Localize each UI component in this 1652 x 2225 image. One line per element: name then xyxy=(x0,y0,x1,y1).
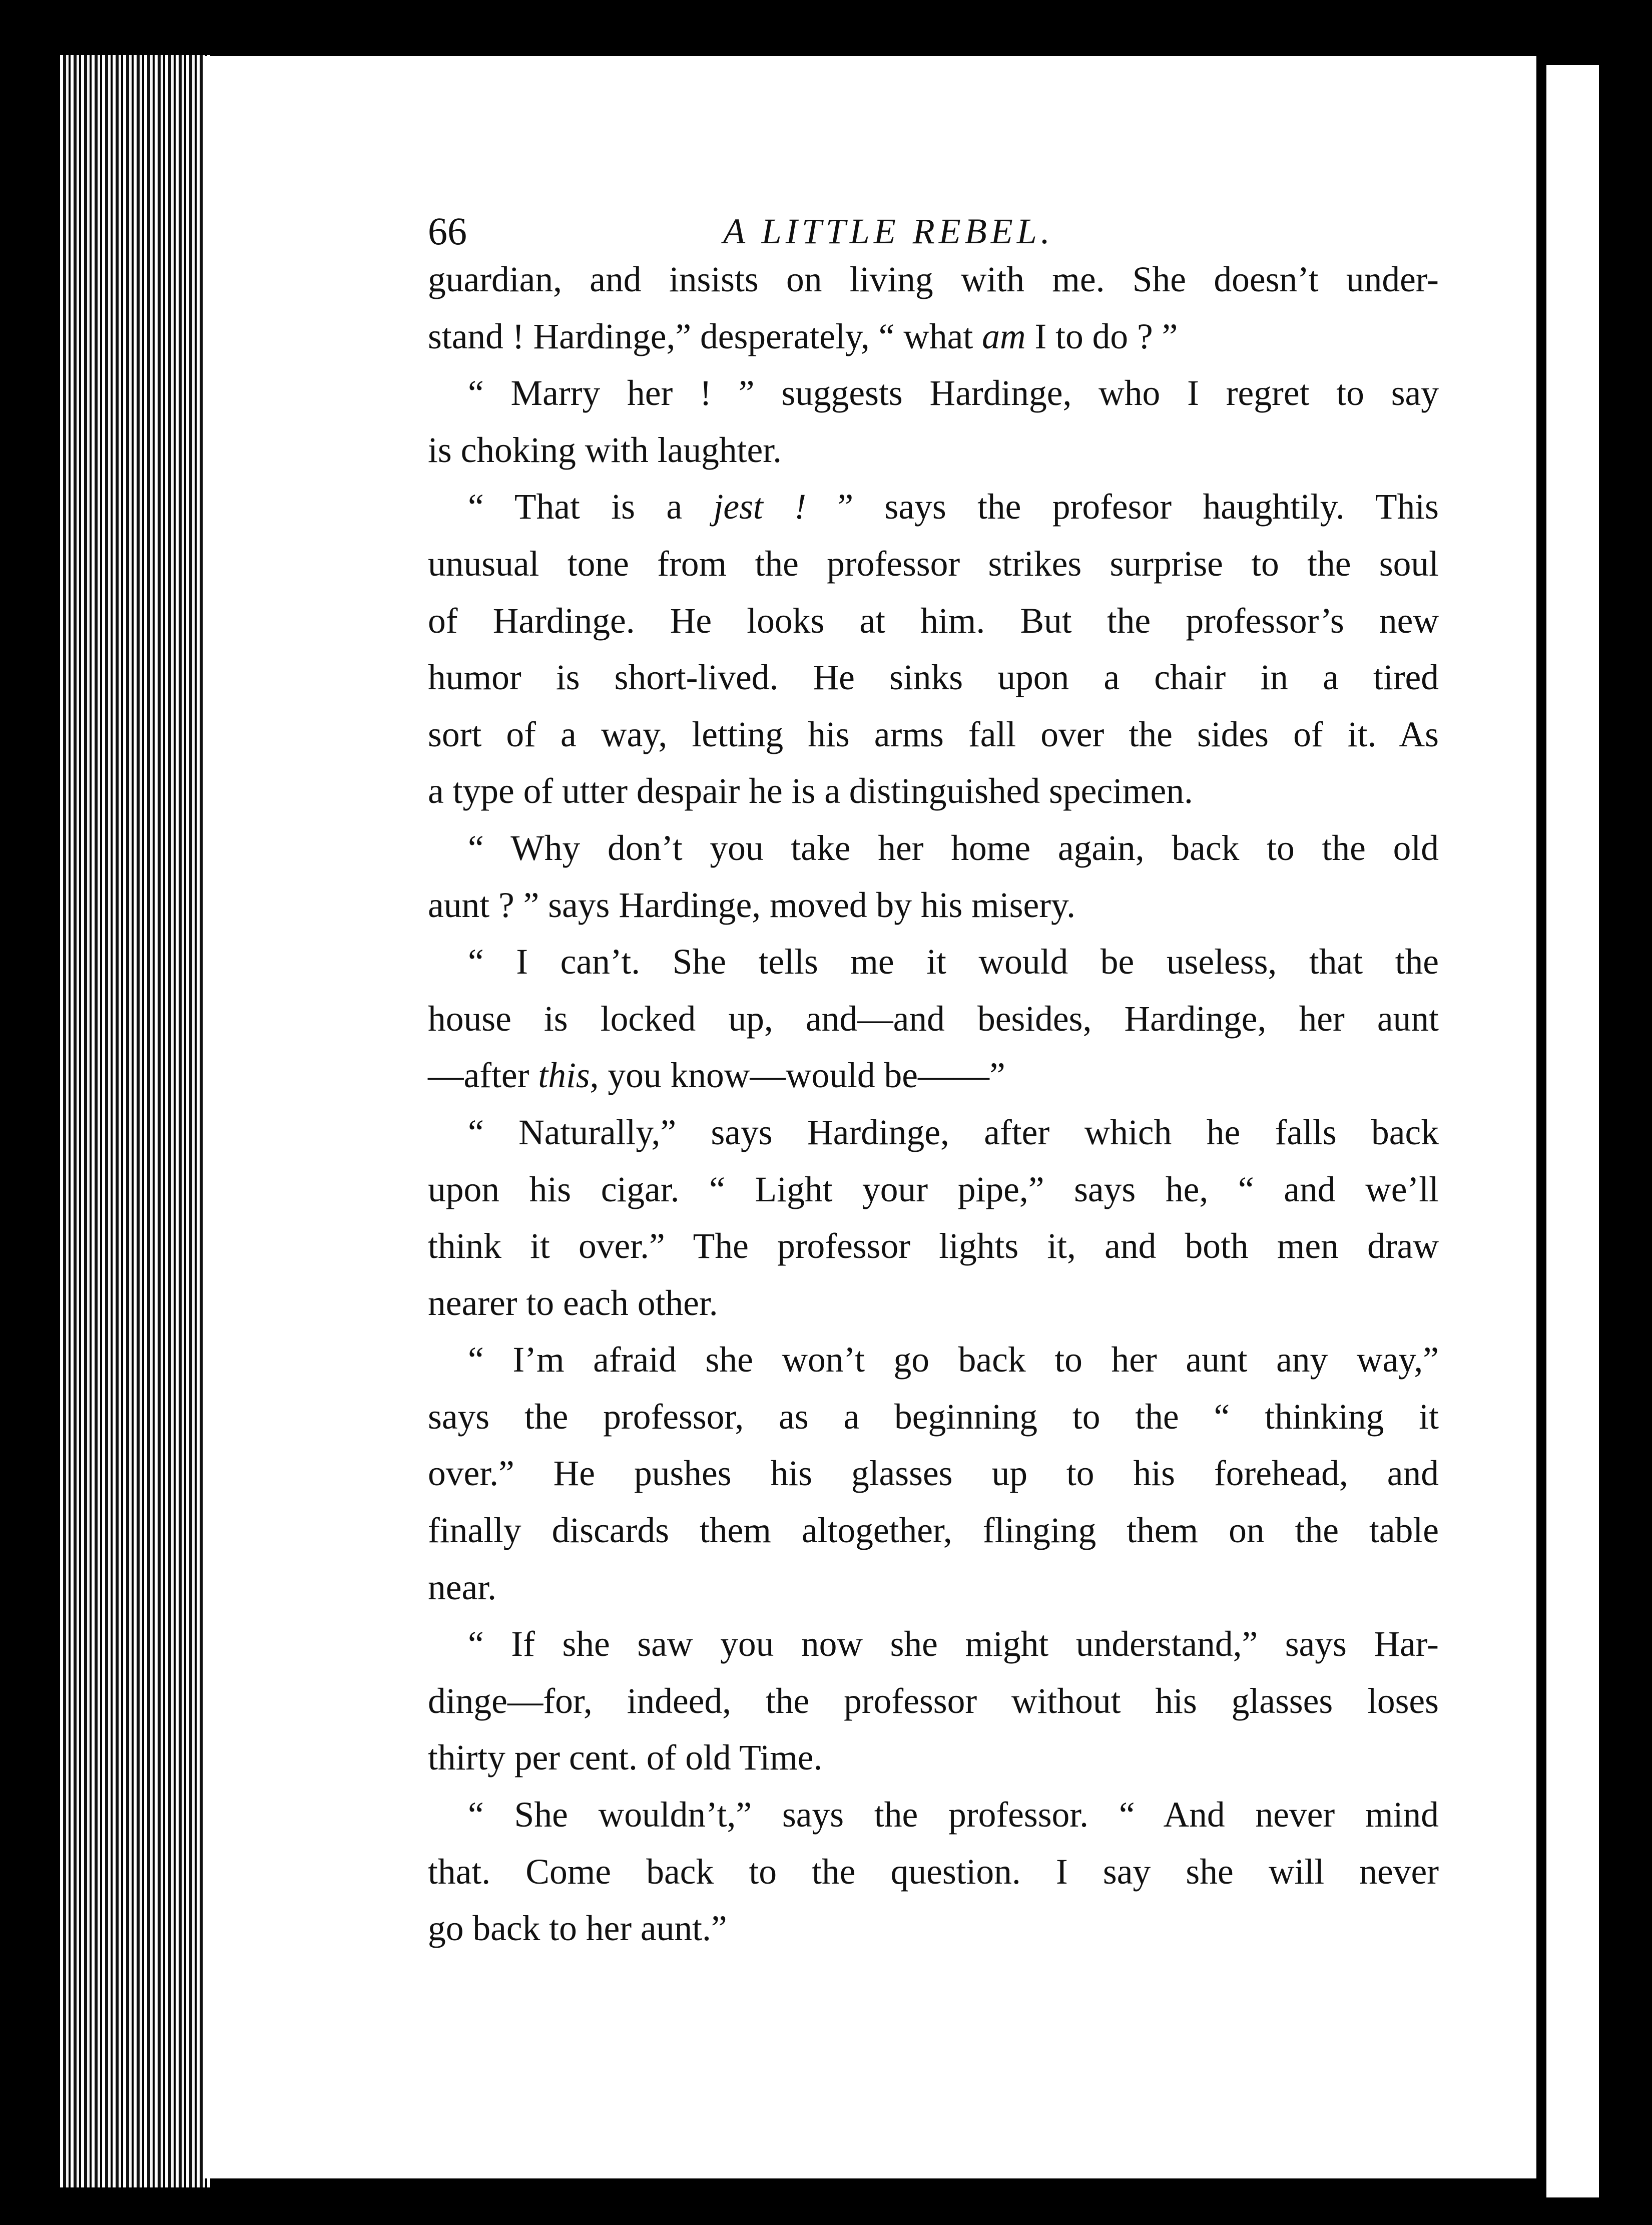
text-line: nearer to each other. xyxy=(428,1283,718,1323)
paragraph xyxy=(428,251,1439,365)
text-line: humor is short-lived. He sinks upon a chair in a tired xyxy=(428,658,1439,698)
paragraph xyxy=(428,479,1439,820)
text-line: stand ! Hardinge,” desperately, “ what am I to do ? ” xyxy=(428,316,1178,356)
text-line: dinge—for, indeed, the professor without his glasses loses xyxy=(428,1681,1439,1721)
text-line: finally discards them altogether, flinging them on the table xyxy=(428,1511,1439,1551)
paragraph xyxy=(428,1331,1439,1616)
paragraph xyxy=(428,365,1439,479)
text-line: —after this, you know—would be——” xyxy=(428,1056,1005,1096)
text-line: near. xyxy=(428,1567,496,1607)
book-page xyxy=(203,56,1536,2178)
book-title: A LITTLE REBEL. xyxy=(723,211,1054,251)
text-line: aunt ? ” says Hardinge, moved by his misery. xyxy=(428,885,1075,925)
paragraph xyxy=(428,934,1439,1104)
text-line: says the professor, as a beginning to the “ thinking it xyxy=(428,1397,1439,1437)
text-line: “ That is a jest ! ” says the profesor haughtily. This xyxy=(468,487,1439,527)
text-line: “ Naturally,” says Hardinge, after which he falls back xyxy=(468,1112,1439,1152)
text-line: is choking with laughter. xyxy=(428,430,782,470)
text-line: guardian, and insists on living with me. She doesn’t under- xyxy=(428,260,1439,299)
text-line: go back to her aunt.” xyxy=(428,1909,727,1949)
running-head xyxy=(428,181,1439,251)
text-block xyxy=(428,181,1439,1957)
text-line: unusual tone from the professor strikes surprise to the soul xyxy=(428,544,1439,584)
paragraph xyxy=(428,820,1439,934)
body-text xyxy=(428,251,1439,1957)
paragraph xyxy=(428,1104,1439,1331)
paragraph xyxy=(428,1616,1439,1787)
text-line: think it over.” The professor lights it, and both men draw xyxy=(428,1226,1439,1266)
text-line: of Hardinge. He looks at him. But the professor’s new xyxy=(428,601,1439,641)
text-line: house is locked up, and—and besides, Hardinge, her aunt xyxy=(428,999,1439,1039)
text-line: “ If she saw you now she might understand,” says Har- xyxy=(468,1624,1439,1664)
text-line: “ Why don’t you take her home again, back to the old xyxy=(468,828,1439,868)
text-line: that. Come back to the question. I say she will never xyxy=(428,1852,1439,1892)
page-number: 66 xyxy=(428,209,467,253)
text-line: “ I’m afraid she won’t go back to her aunt any way,” xyxy=(468,1340,1439,1380)
facing-page-edge xyxy=(1546,65,1599,2197)
text-line: sort of a way, letting his arms fall over the sides of it. As xyxy=(428,714,1439,754)
text-line: a type of utter despair he is a distinguished specimen. xyxy=(428,771,1193,811)
paragraph xyxy=(428,1787,1439,1957)
text-line: “ Marry her ! ” suggests Hardinge, who I regret to say xyxy=(468,373,1439,413)
book-fore-edge xyxy=(60,55,210,2187)
text-line: upon his cigar. “ Light your pipe,” says he, “ and we’ll xyxy=(428,1169,1439,1209)
text-line: over.” He pushes his glasses up to his forehead, and xyxy=(428,1454,1439,1494)
text-line: thirty per cent. of old Time. xyxy=(428,1738,823,1778)
text-line: “ I can’t. She tells me it would be useless, that the xyxy=(468,942,1439,982)
text-line: “ She wouldn’t,” says the professor. “ And never mind xyxy=(468,1795,1439,1835)
